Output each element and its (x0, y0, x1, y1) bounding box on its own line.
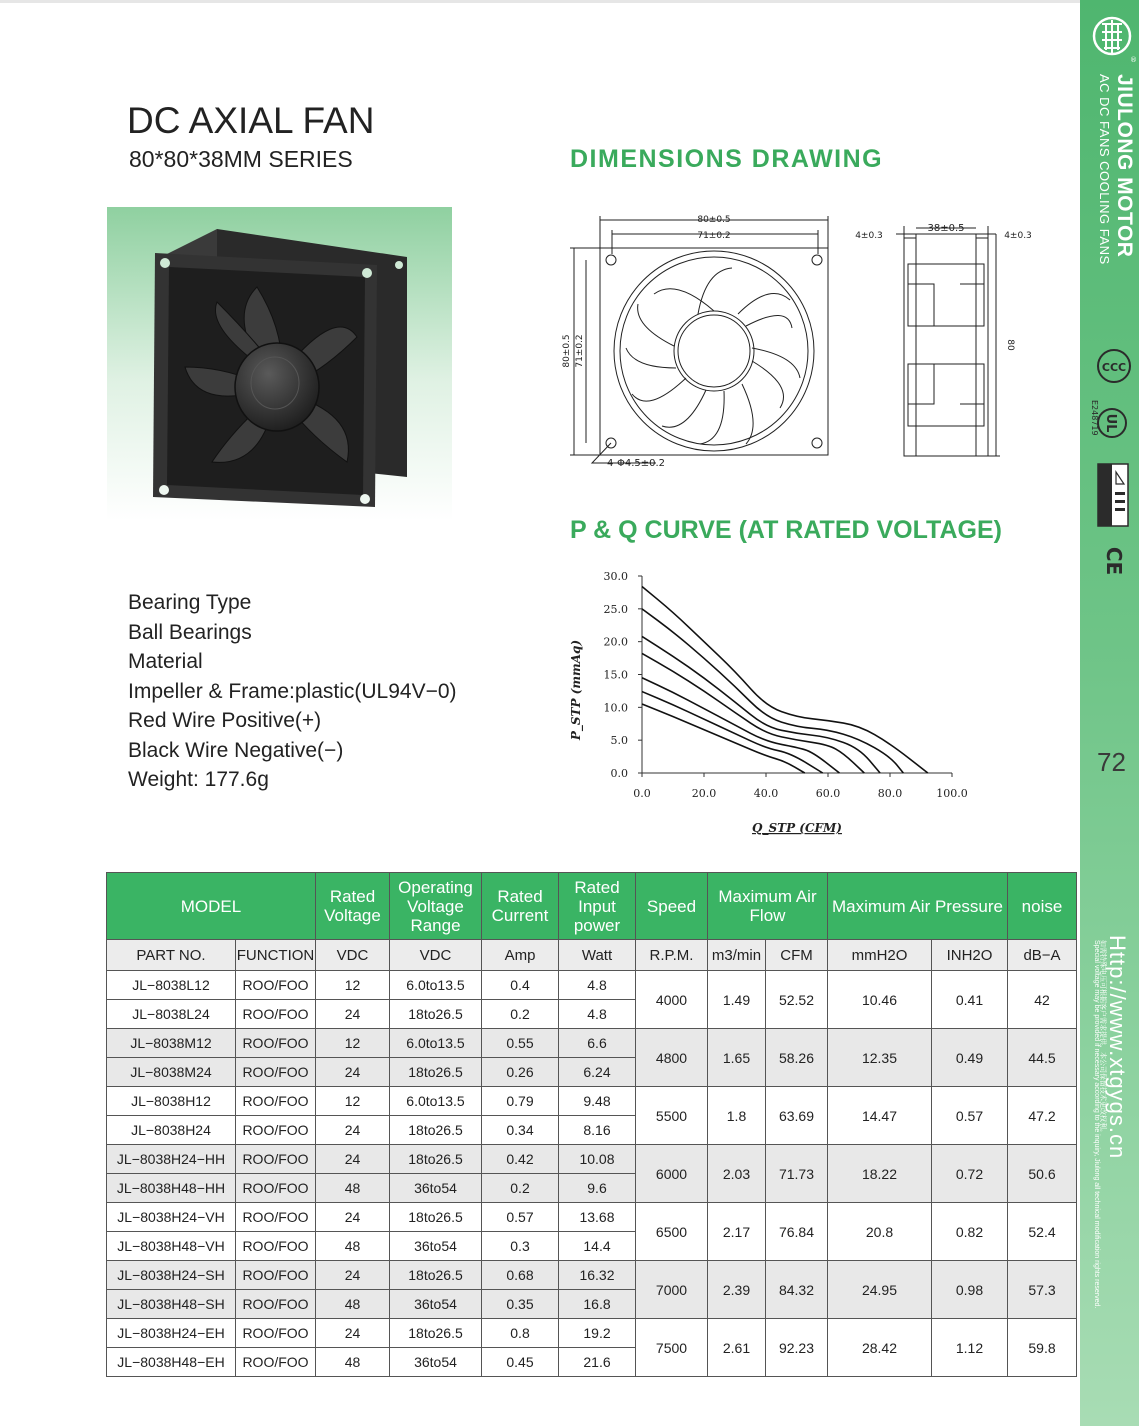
dim-side-left: 4±0.3 (855, 231, 883, 241)
cell-speed: 6500 (636, 1203, 708, 1261)
cell-part: JL−8038H24−SH (107, 1261, 236, 1290)
top-rule (0, 0, 1080, 3)
y-tick-label: 30.0 (603, 570, 628, 583)
cell-watt: 4.8 (559, 971, 636, 1000)
cell-watt: 14.4 (559, 1232, 636, 1261)
cell-vdc: 48 (316, 1232, 390, 1261)
y-axis-label: P_STP (mmAq) (569, 639, 583, 741)
cell-cfm: 58.26 (766, 1029, 828, 1087)
cell-vdc: 12 (316, 971, 390, 1000)
cell-watt: 8.16 (559, 1116, 636, 1145)
dim-holes: 4-Φ4.5±0.2 (606, 458, 666, 469)
cell-range: 18to26.5 (390, 1203, 482, 1232)
cell-func: ROO/FOO (236, 1029, 316, 1058)
y-tick-label: 5.0 (610, 734, 628, 748)
cell-amp: 0.55 (482, 1029, 559, 1058)
unit-header: m3/min (708, 940, 766, 971)
spec-table (106, 872, 1077, 1377)
cell-vdc: 24 (316, 1261, 390, 1290)
spec-list (128, 588, 457, 795)
cell-m3min: 1.49 (708, 971, 766, 1029)
cell-part: JL−8038L24 (107, 1000, 236, 1029)
pq-series-line (642, 609, 903, 773)
cell-inh2o: 0.98 (932, 1261, 1008, 1319)
cell-vdc: 12 (316, 1029, 390, 1058)
cell-speed: 7000 (636, 1261, 708, 1319)
cell-amp: 0.45 (482, 1348, 559, 1377)
note-english: Special voltage may be provided if necessary according to the inquiry, Jiulong all technical modification rights reserved. (1093, 940, 1100, 1309)
page-title: DC AXIAL FAN (127, 100, 375, 141)
tuv-cert-icon (1096, 462, 1130, 528)
cell-mmh2o: 20.8 (828, 1203, 932, 1261)
cell-cfm: 52.52 (766, 971, 828, 1029)
cell-part: JL−8038H48−SH (107, 1290, 236, 1319)
cell-func: ROO/FOO (236, 1203, 316, 1232)
cell-amp: 0.68 (482, 1261, 559, 1290)
spec-bearing-value: Ball Bearings (128, 620, 252, 644)
cell-vdc: 24 (316, 1319, 390, 1348)
cell-amp: 0.4 (482, 971, 559, 1000)
cell-amp: 0.3 (482, 1232, 559, 1261)
cell-vdc: 24 (316, 1203, 390, 1232)
y-tick-label: 25.0 (603, 602, 628, 616)
cell-noise: 52.4 (1008, 1203, 1077, 1261)
cell-noise: 59.8 (1008, 1319, 1077, 1377)
spec-material-label: Material (128, 650, 203, 673)
cell-watt: 6.24 (559, 1058, 636, 1087)
dim-side-right: 4±0.3 (1004, 231, 1032, 241)
cell-inh2o: 0.57 (932, 1087, 1008, 1145)
cell-watt: 10.08 (559, 1145, 636, 1174)
cell-part: JL−8038H24−VH (107, 1203, 236, 1232)
cell-range: 18to26.5 (390, 1261, 482, 1290)
cell-part: JL−8038M24 (107, 1058, 236, 1087)
ce-cert-icon (1096, 538, 1132, 584)
cell-speed: 5500 (636, 1087, 708, 1145)
spec-material-value: Impeller & Frame:plastic(UL94V−0) (128, 679, 457, 703)
cell-watt: 4.8 (559, 1000, 636, 1029)
cell-range: 36to54 (390, 1290, 482, 1319)
cell-noise: 42 (1008, 971, 1077, 1029)
cell-part: JL−8038L12 (107, 971, 236, 1000)
dim-width-outer: 80±0.5 (697, 215, 731, 225)
header-range: Operating Voltage Range (390, 873, 482, 940)
y-tick-label: 15.0 (603, 668, 628, 682)
table-row (107, 1029, 1077, 1058)
cell-m3min: 1.65 (708, 1029, 766, 1087)
cell-func: ROO/FOO (236, 971, 316, 1000)
cell-amp: 0.57 (482, 1203, 559, 1232)
cell-range: 36to54 (390, 1348, 482, 1377)
x-tick-label: 100.0 (936, 787, 968, 800)
dimensions-drawing (556, 208, 1046, 478)
y-tick-label: 20.0 (603, 635, 628, 649)
cell-amp: 0.34 (482, 1116, 559, 1145)
cell-part: JL−8038H48−VH (107, 1232, 236, 1261)
unit-header: FUNCTION (236, 940, 316, 971)
cell-mmh2o: 28.42 (828, 1319, 932, 1377)
cell-part: JL−8038H24−EH (107, 1319, 236, 1348)
ul-cert-icon (1088, 392, 1136, 454)
cell-mmh2o: 24.95 (828, 1261, 932, 1319)
cell-watt: 9.6 (559, 1174, 636, 1203)
cell-speed: 6000 (636, 1145, 708, 1203)
unit-header: VDC (316, 940, 390, 971)
cell-mmh2o: 10.46 (828, 971, 932, 1029)
cell-noise: 47.2 (1008, 1087, 1077, 1145)
cell-func: ROO/FOO (236, 1058, 316, 1087)
unit-header: Amp (482, 940, 559, 971)
cell-range: 18to26.5 (390, 1319, 482, 1348)
unit-header: R.P.M. (636, 940, 708, 971)
header-power: Rated Input power (559, 873, 636, 940)
table-row (107, 1319, 1077, 1348)
cell-inh2o: 1.12 (932, 1319, 1008, 1377)
unit-header: CFM (766, 940, 828, 971)
x-tick-label: 40.0 (753, 787, 779, 800)
cell-cfm: 76.84 (766, 1203, 828, 1261)
cell-vdc: 48 (316, 1348, 390, 1377)
cell-amp: 0.8 (482, 1319, 559, 1348)
cell-m3min: 1.8 (708, 1087, 766, 1145)
spec-black-wire: Black Wire Negative(−) (128, 738, 344, 762)
header-current: Rated Current (482, 873, 559, 940)
table-row (107, 1087, 1077, 1116)
pq-curve-chart (560, 560, 980, 840)
unit-header-row (107, 940, 1077, 971)
cell-part: JL−8038M12 (107, 1029, 236, 1058)
cell-speed: 4000 (636, 971, 708, 1029)
table-row (107, 1261, 1077, 1290)
spec-red-wire: Red Wire Positive(+) (128, 709, 322, 732)
cell-range: 36to54 (390, 1232, 482, 1261)
ul-file-number: E248719 (1090, 400, 1099, 436)
cell-vdc: 48 (316, 1174, 390, 1203)
pq-heading: P & Q CURVE (AT RATED VOLTAGE) (570, 516, 1002, 544)
cell-cfm: 63.69 (766, 1087, 828, 1145)
dim-depth: 38±0.5 (927, 223, 965, 234)
dim-width-inner: 71±0.2 (697, 231, 731, 241)
x-tick-label: 80.0 (877, 787, 903, 800)
spec-bearing-label: Bearing Type (128, 591, 252, 614)
cell-inh2o: 0.82 (932, 1203, 1008, 1261)
cell-inh2o: 0.72 (932, 1145, 1008, 1203)
cell-vdc: 24 (316, 1000, 390, 1029)
cell-m3min: 2.03 (708, 1145, 766, 1203)
cell-watt: 9.48 (559, 1087, 636, 1116)
cell-range: 36to54 (390, 1174, 482, 1203)
cell-amp: 0.42 (482, 1145, 559, 1174)
cell-mmh2o: 18.22 (828, 1145, 932, 1203)
ccc-cert-icon (1094, 346, 1134, 386)
cell-func: ROO/FOO (236, 1319, 316, 1348)
cell-cfm: 84.32 (766, 1261, 828, 1319)
cell-cfm: 71.73 (766, 1145, 828, 1203)
cell-range: 6.0to13.5 (390, 1029, 482, 1058)
cell-range: 6.0to13.5 (390, 971, 482, 1000)
cell-amp: 0.2 (482, 1174, 559, 1203)
cell-range: 18to26.5 (390, 1000, 482, 1029)
cell-func: ROO/FOO (236, 1290, 316, 1319)
cell-mmh2o: 14.47 (828, 1087, 932, 1145)
cell-func: ROO/FOO (236, 1348, 316, 1377)
cell-amp: 0.2 (482, 1000, 559, 1029)
brand-tagline: AC DC FANS COOLING FANS (1097, 74, 1112, 265)
note-chinese: 如需特殊电压可根据客户需求提供，本公司保留技术更改权利。 (1099, 940, 1106, 1136)
pq-series-line (642, 636, 880, 773)
table-row (107, 1145, 1077, 1174)
cell-part: JL−8038H48−EH (107, 1348, 236, 1377)
cell-vdc: 12 (316, 1087, 390, 1116)
svg-text:UL: UL (1103, 413, 1118, 433)
unit-header: INH2O (932, 940, 1008, 971)
cell-amp: 0.79 (482, 1087, 559, 1116)
cell-vdc: 24 (316, 1058, 390, 1087)
page-subtitle: 80*80*38MM SERIES (129, 146, 353, 172)
cell-watt: 21.6 (559, 1348, 636, 1377)
cell-range: 18to26.5 (390, 1058, 482, 1087)
cell-watt: 16.8 (559, 1290, 636, 1319)
dim-height-inner: 71±0.2 (575, 334, 585, 368)
x-axis-label: Q_STP (CFM) (752, 821, 842, 835)
cell-func: ROO/FOO (236, 1145, 316, 1174)
header-speed: Speed (636, 873, 708, 940)
cell-noise: 44.5 (1008, 1029, 1077, 1087)
dim-height-outer: 80±0.5 (562, 334, 572, 368)
cell-part: JL−8038H24−HH (107, 1145, 236, 1174)
unit-header: VDC (390, 940, 482, 971)
cell-watt: 6.6 (559, 1029, 636, 1058)
cell-range: 18to26.5 (390, 1116, 482, 1145)
header-pressure: Maximum Air Pressure (828, 873, 1008, 940)
x-tick-label: 60.0 (815, 787, 841, 800)
cell-inh2o: 0.49 (932, 1029, 1008, 1087)
unit-header: PART NO. (107, 940, 236, 971)
ce-cert-label: CE (1102, 546, 1126, 576)
pq-series-line (642, 704, 805, 773)
cell-m3min: 2.17 (708, 1203, 766, 1261)
cell-watt: 16.32 (559, 1261, 636, 1290)
cell-part: JL−8038H48−HH (107, 1174, 236, 1203)
dimensions-heading: DIMENSIONS DRAWING (570, 145, 884, 173)
cell-speed: 7500 (636, 1319, 708, 1377)
y-tick-label: 10.0 (603, 701, 628, 715)
svg-text:®: ® (1130, 56, 1137, 64)
cell-noise: 57.3 (1008, 1261, 1077, 1319)
cell-func: ROO/FOO (236, 1232, 316, 1261)
ccc-cert-label: CCC (1101, 361, 1127, 374)
cell-noise: 50.6 (1008, 1145, 1077, 1203)
cell-watt: 19.2 (559, 1319, 636, 1348)
unit-header: Watt (559, 940, 636, 971)
header-voltage: Rated Voltage (316, 873, 390, 940)
table-row (107, 971, 1077, 1000)
cell-part: JL−8038H12 (107, 1087, 236, 1116)
table-body (107, 971, 1077, 1377)
cell-amp: 0.26 (482, 1058, 559, 1087)
unit-header: dB−A (1008, 940, 1077, 971)
cell-range: 18to26.5 (390, 1145, 482, 1174)
cell-func: ROO/FOO (236, 1116, 316, 1145)
x-tick-label: 20.0 (691, 787, 717, 800)
cell-func: ROO/FOO (236, 1261, 316, 1290)
cell-vdc: 48 (316, 1290, 390, 1319)
x-tick-label: 0.0 (633, 787, 651, 800)
cell-vdc: 24 (316, 1145, 390, 1174)
cell-m3min: 2.61 (708, 1319, 766, 1377)
header-model: MODEL (107, 873, 316, 940)
cell-vdc: 24 (316, 1116, 390, 1145)
cell-speed: 4800 (636, 1029, 708, 1087)
dim-side-height: 80 (1005, 339, 1015, 351)
cell-m3min: 2.39 (708, 1261, 766, 1319)
cell-inh2o: 0.41 (932, 971, 1008, 1029)
header-airflow: Maximum Air Flow (708, 873, 828, 940)
cell-cfm: 92.23 (766, 1319, 828, 1377)
jiulong-logo-icon (1090, 10, 1136, 66)
unit-header: mmH2O (828, 940, 932, 971)
fan-product-photo (107, 207, 452, 521)
website-url: Http://www.xtgygs.cn (1105, 935, 1130, 1160)
cell-func: ROO/FOO (236, 1000, 316, 1029)
brand-name: JIULONG MOTOR (1113, 74, 1136, 258)
spec-weight: Weight: 177.6g (128, 768, 269, 791)
page-number: 72 (1097, 747, 1126, 777)
table-row (107, 1203, 1077, 1232)
cell-amp: 0.35 (482, 1290, 559, 1319)
cell-watt: 13.68 (559, 1203, 636, 1232)
cell-func: ROO/FOO (236, 1174, 316, 1203)
cell-range: 6.0to13.5 (390, 1087, 482, 1116)
pq-series-line (642, 653, 864, 773)
cell-mmh2o: 12.35 (828, 1029, 932, 1087)
header-noise: noise (1008, 873, 1077, 940)
cell-part: JL−8038H24 (107, 1116, 236, 1145)
cell-func: ROO/FOO (236, 1087, 316, 1116)
y-tick-label: 0.0 (610, 767, 628, 780)
